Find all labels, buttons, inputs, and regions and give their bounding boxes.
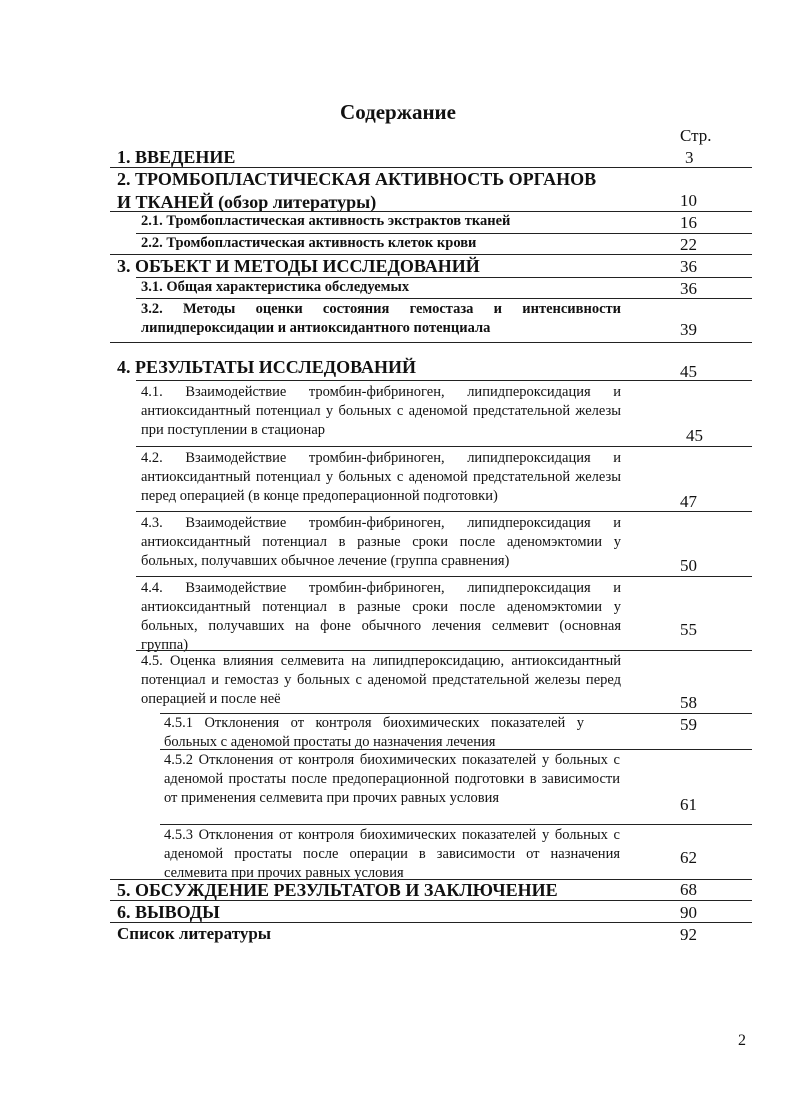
toc-entry-text: 6. ВЫВОДЫ: [117, 902, 220, 922]
row-divider: [136, 233, 752, 234]
toc-entry-text: 4.5.1 Отклонения от контроля биохимических показателей у больных с аденомой простаты до назначения лечения: [164, 715, 584, 750]
toc-page-number: 59: [680, 715, 697, 734]
toc-page-number: 92: [680, 925, 697, 944]
toc-entry-chapter-3[interactable]: [117, 256, 480, 277]
toc-entry-2-1[interactable]: [141, 213, 510, 230]
toc-page-number: 36: [680, 257, 697, 276]
toc-entry-text: 2.1. Тромбопластическая активность экстрактов тканей: [141, 213, 511, 229]
toc-entry-4-4[interactable]: [141, 579, 621, 655]
row-divider: [110, 211, 752, 212]
row-divider: [110, 342, 752, 343]
toc-entry-4-5-3[interactable]: [164, 826, 620, 883]
toc-entry-text: Список литературы: [117, 924, 272, 943]
toc-entry-text: 4.1. Взаимодействие тромбин-фибриноген, липидпероксидация и антиоксидантный потенциал у больных с аденомой предстательной железы при поступлении в стационар: [141, 384, 621, 438]
toc-entry-text: 4. РЕЗУЛЬТАТЫ ИССЛЕДОВАНИЙ: [117, 357, 417, 377]
row-divider: [160, 749, 752, 750]
toc-entry-4-5[interactable]: [141, 652, 621, 709]
row-divider: [136, 298, 752, 299]
toc-page-number: 58: [680, 693, 697, 712]
page-column-header: Стр.: [680, 126, 712, 145]
row-divider: [110, 900, 752, 901]
toc-entry-text: 3.2. Методы оценки состояния гемостаза и интенсивности липидпероксидации и антиоксидантного потенциала: [141, 301, 621, 336]
toc-title: Содержание: [340, 100, 456, 124]
toc-entry-4-5-2[interactable]: [164, 751, 620, 808]
row-divider: [160, 824, 752, 825]
toc-page-number: 55: [680, 620, 697, 639]
row-divider: [136, 576, 752, 577]
toc-entry-4-3[interactable]: [141, 514, 621, 571]
toc-page-number: 90: [680, 903, 697, 922]
toc-entry-4-2[interactable]: [141, 449, 621, 506]
toc-entry-text: 3.1. Общая характеристика обследуемых: [141, 279, 410, 295]
toc-page-number: 10: [680, 191, 697, 210]
toc-entry-3-1[interactable]: [141, 279, 409, 296]
toc-page-number: 45: [686, 426, 703, 445]
toc-entry-text: 1. ВВЕДЕНИЕ: [117, 147, 236, 167]
toc-page-number: 61: [680, 795, 697, 814]
toc-page-number: 45: [680, 362, 697, 381]
row-divider: [110, 167, 752, 168]
toc-page-number: 36: [680, 279, 697, 298]
toc-entry-text: 4.4. Взаимодействие тромбин-фибриноген, липидпероксидация и антиоксидантный потенциал в разные сроки после аденомэктомии у больных, получавших на фоне обычного лечения селмевит (основная группа): [141, 580, 621, 653]
toc-page-number: 47: [680, 492, 697, 511]
row-divider: [136, 511, 752, 512]
toc-page-number: 3: [685, 148, 694, 167]
toc-entry-text: 4.2. Взаимодействие тромбин-фибриноген, липидпероксидация и антиоксидантный потенциал у больных с аденомой предстательной железы перед операцией (в конце предоперационной подготовки): [141, 450, 621, 504]
toc-page-number: 62: [680, 848, 697, 867]
row-divider: [136, 650, 752, 651]
row-divider: [110, 922, 752, 923]
page-number: 2: [738, 1032, 746, 1049]
toc-entry-4-1[interactable]: [141, 383, 621, 440]
toc-entry-text: 2. ТРОМБОПЛАСТИЧЕСКАЯ АКТИВНОСТЬ ОРГАНОВ: [117, 169, 597, 189]
toc-page-number: 22: [680, 235, 697, 254]
toc-entry-text: 5. ОБСУЖДЕНИЕ РЕЗУЛЬТАТОВ И ЗАКЛЮЧЕНИЕ: [117, 880, 558, 900]
toc-entry-introduction[interactable]: [117, 147, 235, 168]
row-divider: [136, 380, 752, 381]
toc-entry-text: 2.2. Тромбопластическая активность клеток крови: [141, 235, 477, 251]
toc-entry-4-5-1[interactable]: [164, 714, 584, 752]
toc-entry-text: 4.5.2 Отклонения от контроля биохимических показателей у больных с аденомой простаты после предоперационной подготовки в зависимости от применения селмевита при прочих равных условия: [164, 752, 620, 806]
toc-page-number: 39: [680, 320, 697, 339]
toc-entry-text: 4.5. Оценка влияния селмевита на липидпероксидацию, антиоксидантный потенциал и гемостаз у больных с аденомой предстательной железы перед операцией и после неё: [141, 653, 621, 707]
toc-entry-text: 4.3. Взаимодействие тромбин-фибриноген, липидпероксидация и антиоксидантный потенциал в разные сроки после аденомэктомии у больных, получавших обычное лечение (группа сравнения): [141, 515, 621, 569]
toc-entry-text-line-2: И ТКАНЕЙ (обзор литературы): [117, 192, 377, 212]
row-divider: [110, 254, 752, 255]
toc-entry-chapter-2[interactable]: [117, 169, 596, 213]
toc-entry-chapter-4[interactable]: [117, 357, 416, 378]
toc-entry-3-2[interactable]: [141, 300, 621, 338]
toc-entry-bibliography[interactable]: [117, 924, 271, 944]
toc-page-number: 50: [680, 556, 697, 575]
toc-entry-text: 4.5.3 Отклонения от контроля биохимических показателей у больных с аденомой простаты после операции в зависимости от назначения селмевита при прочих равных условия: [164, 827, 620, 881]
toc-entry-2-2[interactable]: [141, 235, 476, 252]
toc-entry-text: 3. ОБЪЕКТ И МЕТОДЫ ИССЛЕДОВАНИЙ: [117, 256, 480, 276]
toc-page-number: 16: [680, 213, 697, 232]
row-divider: [136, 277, 752, 278]
toc-page-number: 68: [680, 880, 697, 899]
toc-entry-chapter-5[interactable]: [117, 880, 558, 901]
toc-entry-conclusions[interactable]: [117, 902, 220, 923]
row-divider: [136, 446, 752, 447]
